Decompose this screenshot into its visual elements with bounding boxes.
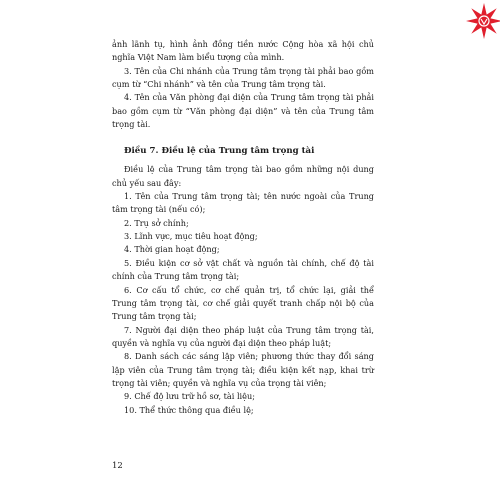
list-item: 8. Danh sách các sáng lập viên; phương thức thay đổi sáng lập viên của Trung tâm trọng tài; điều kiện kết nạp, khai trừ trọng tài viên; quyền và nghĩa vụ của trọng tài viên; xyxy=(112,351,374,388)
paragraph-clause-4: 4. Tên của Văn phòng đại diện của Trung tâm trọng tài phải bao gồm cụm từ “Văn phòng đại diện” và tên của Trung tâm trọng tài. xyxy=(112,92,374,130)
list-item: 2. Trụ sở chính; xyxy=(124,217,189,228)
list-item: 6. Cơ cấu tổ chức, cơ chế quản trị, tổ chức lại, giải thể Trung tâm trọng tài, cơ chế giải quyết tranh chấp nội bộ của Trung tâm trọng tài; xyxy=(112,284,374,322)
paragraph-continuation: ảnh lãnh tụ, hình ảnh đồng tiền nước Cộng hòa xã hội chủ nghĩa Việt Nam làm biểu tượng của mình. xyxy=(112,39,374,63)
paragraph-clause-3: 3. Tên của Chi nhánh của Trung tâm trọng tài phải bao gồm cụm từ “Chi nhánh” và tên của Trung tâm trọng tài. xyxy=(112,65,374,90)
list-item: 9. Chế độ lưu trữ hồ sơ, tài liệu; xyxy=(124,391,255,402)
list-item: 7. Người đại diện theo pháp luật của Trung tâm trọng tài, quyền và nghĩa vụ của người đại diện theo pháp luật; xyxy=(112,324,374,348)
publisher-star-logo-icon xyxy=(466,2,500,40)
list-item: 4. Thời gian hoạt động; xyxy=(124,244,220,255)
list-item: 3. Lĩnh vực, mục tiêu hoạt động; xyxy=(124,231,258,242)
list-item: 1. Tên của Trung tâm trọng tài; tên nước ngoài của Trung tâm trọng tài (nếu có); xyxy=(112,191,374,215)
list-item: 5. Điều kiện cơ sở vật chất và nguồn tài chính, chế độ tài chính của Trung tâm trọng tài; xyxy=(112,257,374,282)
article-7-intro: Điều lệ của Trung tâm trọng tài bao gồm những nội dung chủ yếu sau đây: xyxy=(112,164,374,188)
list-item: 10. Thể thức thông qua điều lệ; xyxy=(124,404,254,415)
article-7-heading: Điều 7. Điều lệ của Trung tâm trọng tài xyxy=(124,146,315,157)
page-body xyxy=(112,38,374,417)
page-number: 12 xyxy=(112,461,123,471)
